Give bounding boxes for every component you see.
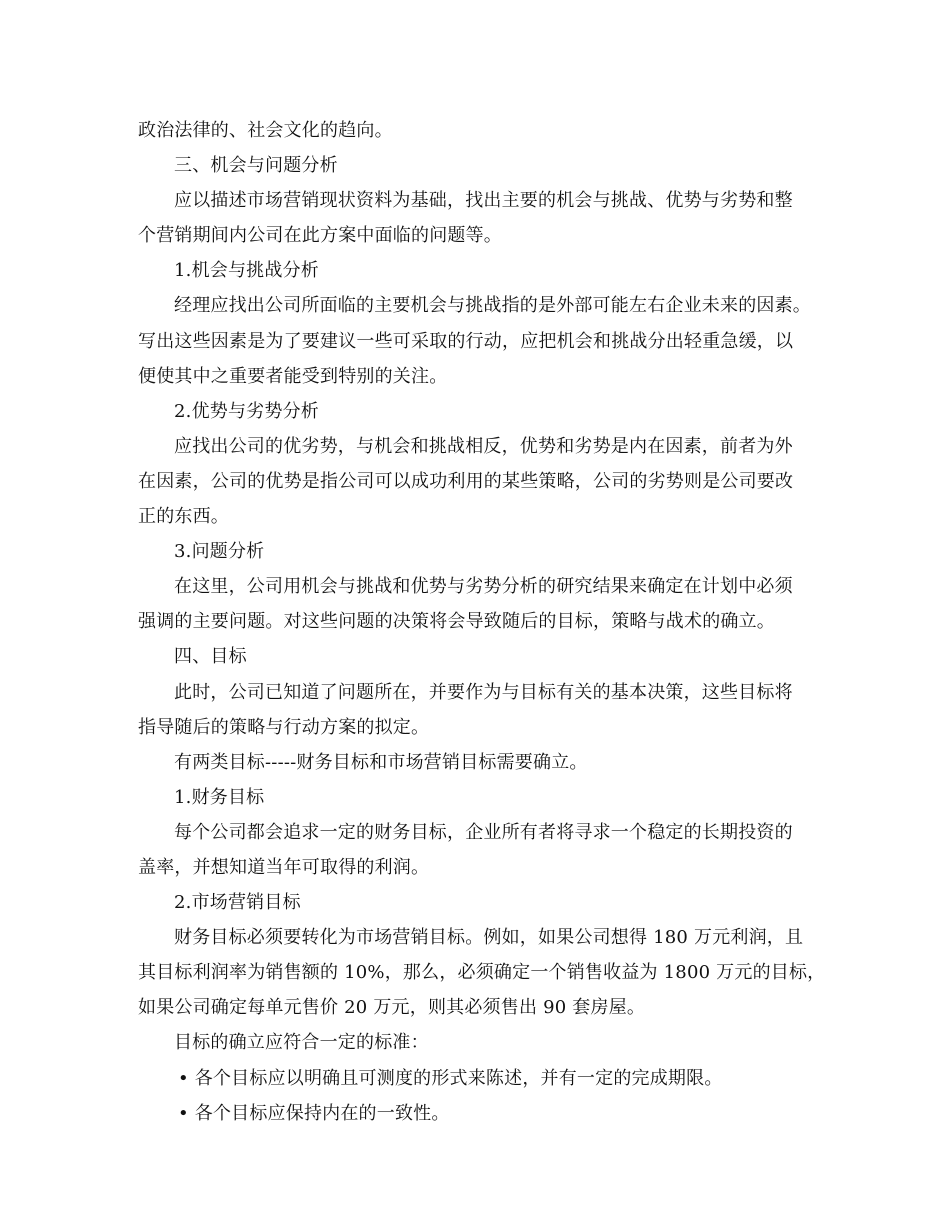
paragraph-line: 如果公司确定每单元售价 20 万元，则其必须售出 90 套房屋。 (138, 997, 646, 1019)
section-heading-objectives: 四、目标 (174, 646, 247, 668)
paragraph-line: 强调的主要问题。对这些问题的决策将会导致随后的目标，策略与战术的确立。 (138, 611, 775, 633)
paragraph-line: 在这里，公司用机会与挑战和优势与劣势分析的研究结果来确定在计划中必须 (174, 576, 793, 598)
paragraph-line: 盖率，并想知道当年可取得的利润。 (138, 856, 430, 878)
paragraph-line: 经理应找出公司所面临的主要机会与挑战指的是外部可能左右企业未来的因素。 (174, 295, 811, 317)
paragraph-line: 便使其中之重要者能受到特别的关注。 (138, 365, 448, 387)
paragraph-line: 财务目标必须要转化为市场营销目标。例如，如果公司想得 180 万元利润，且 (174, 927, 804, 949)
paragraph-line: 应以描述市场营销现状资料为基础，找出主要的机会与挑战、优势与劣势和整 (174, 190, 793, 212)
paragraph-line: 应找出公司的优劣势，与机会和挑战相反，优势和劣势是内在因素，前者为外 (174, 435, 793, 457)
paragraph-line: 指导随后的策略与行动方案的拟定。 (138, 716, 430, 738)
section-heading-opportunities-issues: 三、机会与问题分析 (174, 155, 338, 177)
paragraph-line: 目标的确立应符合一定的标准： (174, 1032, 429, 1054)
subheading-issue-analysis: 3.问题分析 (174, 541, 265, 563)
paragraph-line: 写出这些因素是为了要建议一些可采取的行动，应把机会和挑战分出轻重急缓，以 (138, 330, 794, 352)
paragraph-line: 正的东西。 (138, 506, 229, 528)
bullet-item: • 各个目标应以明确且可测度的形式来陈述，并有一定的完成期限。 (178, 1067, 723, 1089)
paragraph-line: 此时，公司已知道了问题所在，并要作为与目标有关的基本决策，这些目标将 (174, 681, 793, 703)
subheading-opportunity-challenge: 1.机会与挑战分析 (174, 260, 319, 282)
subheading-strengths-weaknesses: 2.优势与劣势分析 (174, 400, 319, 422)
paragraph-line: 有两类目标-----财务目标和市场营销目标需要确立。 (174, 751, 588, 773)
subheading-marketing-objectives: 2.市场营销目标 (174, 892, 301, 914)
paragraph-line: 在因素，公司的优势是指公司可以成功利用的某些策略，公司的劣势则是公司要改 (138, 470, 794, 492)
document-body (138, 113, 826, 1131)
paragraph-line: 每个公司都会追求一定的财务目标，企业所有者将寻求一个稳定的长期投资的 (174, 821, 793, 843)
paragraph-line: 个营销期间内公司在此方案中面临的问题等。 (138, 225, 502, 247)
paragraph-line: 其目标利润率为销售额的 10%，那么，必须确定一个销售收益为 1800 万元的目标， (138, 962, 826, 984)
subheading-financial-objectives: 1.财务目标 (174, 786, 265, 808)
bullet-item: • 各个目标应保持内在的一致性。 (178, 1102, 450, 1124)
paragraph-continuation: 政治法律的、社会文化的趋向。 (138, 120, 393, 141)
